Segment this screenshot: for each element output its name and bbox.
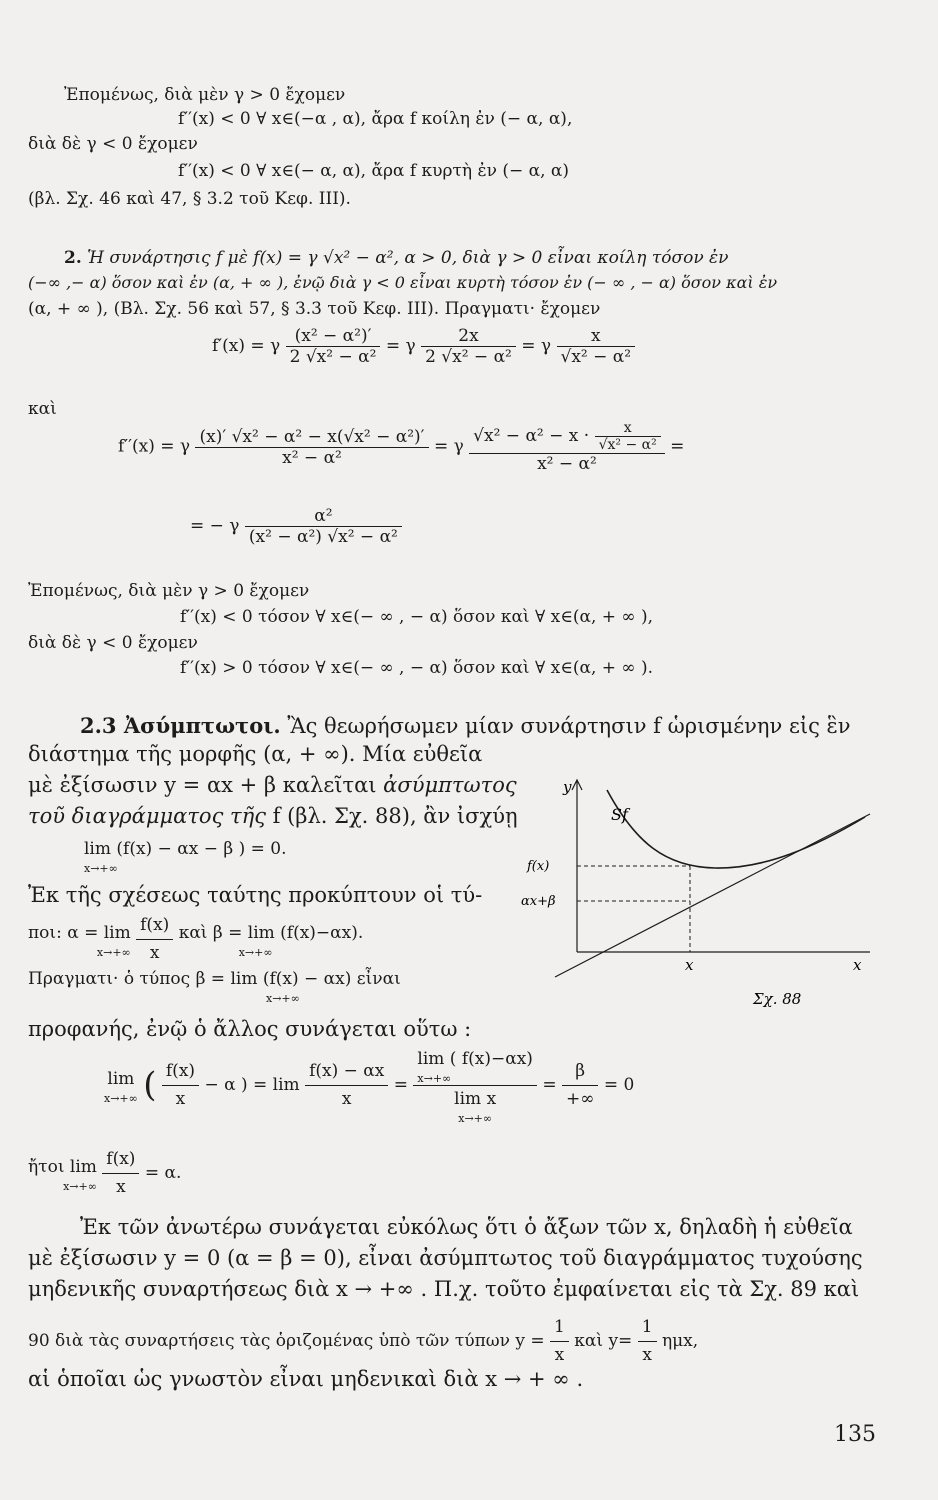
formula-text: f′′(x) = γ — [118, 436, 191, 457]
text-line: Ἐκ τῶν ἀνωτέρω συνάγεται εὐκόλως ὅτι ὁ ἄξων τῶν x, δηλαδὴ ἡ εὐθεῖα — [80, 1215, 853, 1239]
y-axis-label: y — [563, 778, 572, 796]
fraction: $\frac{f(x)}{x}$ — [162, 1058, 199, 1113]
fraction: $\frac{x}{\text{√x² − α²}}$ — [557, 326, 636, 367]
formula-text: = γ — [521, 336, 552, 356]
example-line: (−∞ ,− α) ὅσον καὶ ἐν (α, + ∞ ), ἐνῷ διὰ γ < 0 εἶναι κυρτὴ τόσον ἐν (− ∞ , − α) ὅσον καὶ ἐν — [28, 273, 778, 292]
formula-second-derivative-result — [190, 506, 402, 547]
text-line: f′′(x) > 0 τόσον ∀ x∈(− ∞ , − α) ὅσον καὶ ∀ x∈(α, + ∞ ). — [180, 658, 653, 678]
text-line: 90 διὰ τὰς συναρτήσεις τὰς ὁριζομένας ὑπὸ τῶν τύπων y = $\frac{1}{x}$ καὶ y= $\frac{1}{x}$ ημx, — [28, 1314, 698, 1369]
text-line: μὲ ἐξίσωσιν y = αx + β καλεῖται ἀσύμπτωτος — [28, 773, 517, 797]
formula-text: f′(x) = γ — [212, 336, 281, 356]
fraction: $\frac{f(x)}{x}$ — [102, 1146, 139, 1201]
text-line: διάστημα τῆς μορφῆς (α, + ∞). Μία εὐθεῖα — [28, 742, 483, 766]
formula-text: = — [670, 436, 685, 457]
page-number: 135 — [834, 1422, 876, 1447]
formula-text: = γ — [385, 336, 416, 356]
example-text: Ἡ συνάρτησις f μὲ f(x) = γ √x² − α², α > 0, διὰ γ > 0 εἶναι κοίλη τόσον ἐν — [87, 248, 729, 268]
fraction: $\frac{f(x) - \alpha x}{x}$ — [305, 1058, 388, 1113]
x-tick-label: x — [685, 956, 694, 974]
fraction: lim ( f(x)−αx) x→+∞ lim x x→+∞ — [413, 1046, 537, 1125]
figure-caption: Σχ. 88 — [753, 990, 802, 1008]
formula-text: = − γ — [190, 516, 240, 536]
text-line: Ἐκ τῆς σχέσεως ταύτης προκύπτουν οἱ τύ- — [28, 883, 483, 907]
example-number: 2. — [64, 248, 82, 268]
text-line: f′′(x) < 0 τόσον ∀ x∈(− ∞ , − α) ὅσον καὶ ∀ x∈(α, + ∞ ), — [180, 607, 653, 627]
fx-label: f(x) — [527, 859, 550, 874]
fraction: √x² − α² − x · $\frac{x}{\text{√x² − α²}}$ x² − α² — [469, 420, 665, 474]
section-heading: 2.3 Ἀσύμπτωτοι. — [80, 713, 281, 738]
text-line: μηδενικῆς συναρτήσεως διὰ x → +∞ . Π.χ. τοῦτο ἐμφαίνεται εἰς τὰ Σχ. 89 καὶ — [28, 1277, 860, 1301]
fraction: $\frac{\text{α²}}{\text{(x² − α²) √x² − α²}}$ — [245, 506, 402, 547]
text-line: τοῦ διαγράμματος τῆς f (βλ. Σχ. 88), ἂν ἰσχύῃ — [28, 804, 518, 828]
text-line: αἱ ὁποῖαι ὡς γνωστὸν εἶναι μηδενικαὶ διὰ x → + ∞ . — [28, 1367, 584, 1391]
text-line: Πραγματι· ὁ τύπος β = lim (f(x) − αx) εἶναι x→+∞ — [28, 969, 401, 1005]
formula-text: = γ — [433, 436, 464, 457]
x-axis-label: x — [853, 956, 862, 974]
example-line: (α, + ∞ ), (Βλ. Σχ. 56 καὶ 57, § 3.3 τοῦ Κεφ. ΙΙΙ). Πραγματι· ἔχομεν — [28, 299, 601, 319]
fraction: $\frac{2x}{\text{2 √x² − α²}}$ — [421, 326, 516, 367]
function-curve — [607, 790, 865, 868]
fraction: $\frac{f(x)}{x}$ — [136, 912, 173, 967]
term-asymptote: ἀσύμπτωτος — [383, 773, 517, 797]
text-line: προφανής, ἐνῷ ὁ ἄλλος συνάγεται οὕτω : — [28, 1017, 472, 1041]
limit-result: ἤτοι lim x→+∞ $\frac{f(x)}{x}$ = α. — [28, 1146, 181, 1201]
example-line — [64, 247, 729, 269]
section-text: Ἂς θεωρήσωμεν μίαν συνάρτησιν f ὡρισμένην εἰς ἓν — [287, 714, 851, 738]
text-line: f′′(x) < 0 ∀ x∈(− α, α), ἄρα f κυρτὴ ἐν (− α, α) — [178, 161, 569, 181]
text-line: Ἐπομένως, διὰ μὲν γ > 0 ἔχομεν — [28, 581, 310, 601]
limit-derivation: lim x→+∞ ( $\frac{f(x)}{x}$ − α ) = lim $\frac{f(x) - \alpha x}{x}$ = lim ( f(x)−αx) x→+∞ lim x x→+∞ = $\frac{\beta}{+\infty}$ = 0 — [104, 1046, 634, 1125]
fraction: $\frac{1}{x}$ — [550, 1314, 569, 1369]
text-line: διὰ δὲ γ < 0 ἔχομεν — [28, 134, 198, 154]
text-line: διὰ δὲ γ < 0 ἔχομεν — [28, 633, 198, 653]
limit-equation: lim (f(x) − αx − β ) = 0. x→+∞ — [84, 839, 287, 875]
formula-alpha-beta: ποι: α = lim x→+∞ $\frac{f(x)}{x}$ καὶ β = lim (f(x)−αx). x→+∞ — [28, 912, 363, 967]
formula-first-derivative — [212, 326, 635, 367]
fraction: $\frac{\text{(x² − α²)′}}{\text{2 √x² − α²}}$ — [286, 326, 381, 367]
curve-label: Sf — [611, 805, 628, 824]
fraction: $\frac{\text{(x)′ √x² − α² − x(√x² − α²)′}}{\text{x² − α²}}$ — [195, 427, 428, 468]
ab-label: αx+β — [521, 894, 556, 909]
fraction: $\frac{\beta}{+\infty}$ — [562, 1058, 598, 1113]
text-line: καὶ — [28, 399, 57, 419]
formula-second-derivative — [118, 420, 684, 474]
fraction: $\frac{1}{x}$ — [638, 1314, 657, 1369]
text-line: Ἐπομένως, διὰ μὲν γ > 0 ἔχομεν — [64, 85, 346, 105]
text-line: f′′(x) < 0 ∀ x∈(−α , α), ἄρα f κοίλη ἐν (− α, α), — [178, 109, 573, 129]
section-line — [80, 712, 851, 740]
figure-asymptote-diagram — [515, 772, 880, 1012]
text-line: (βλ. Σχ. 46 καὶ 47, § 3.2 τοῦ Κεφ. ΙΙΙ). — [28, 189, 351, 209]
text-line: μὲ ἐξίσωσιν y = 0 (α = β = 0), εἶναι ἀσύμπτωτος τοῦ διαγράμματος τυχούσης — [28, 1246, 863, 1270]
